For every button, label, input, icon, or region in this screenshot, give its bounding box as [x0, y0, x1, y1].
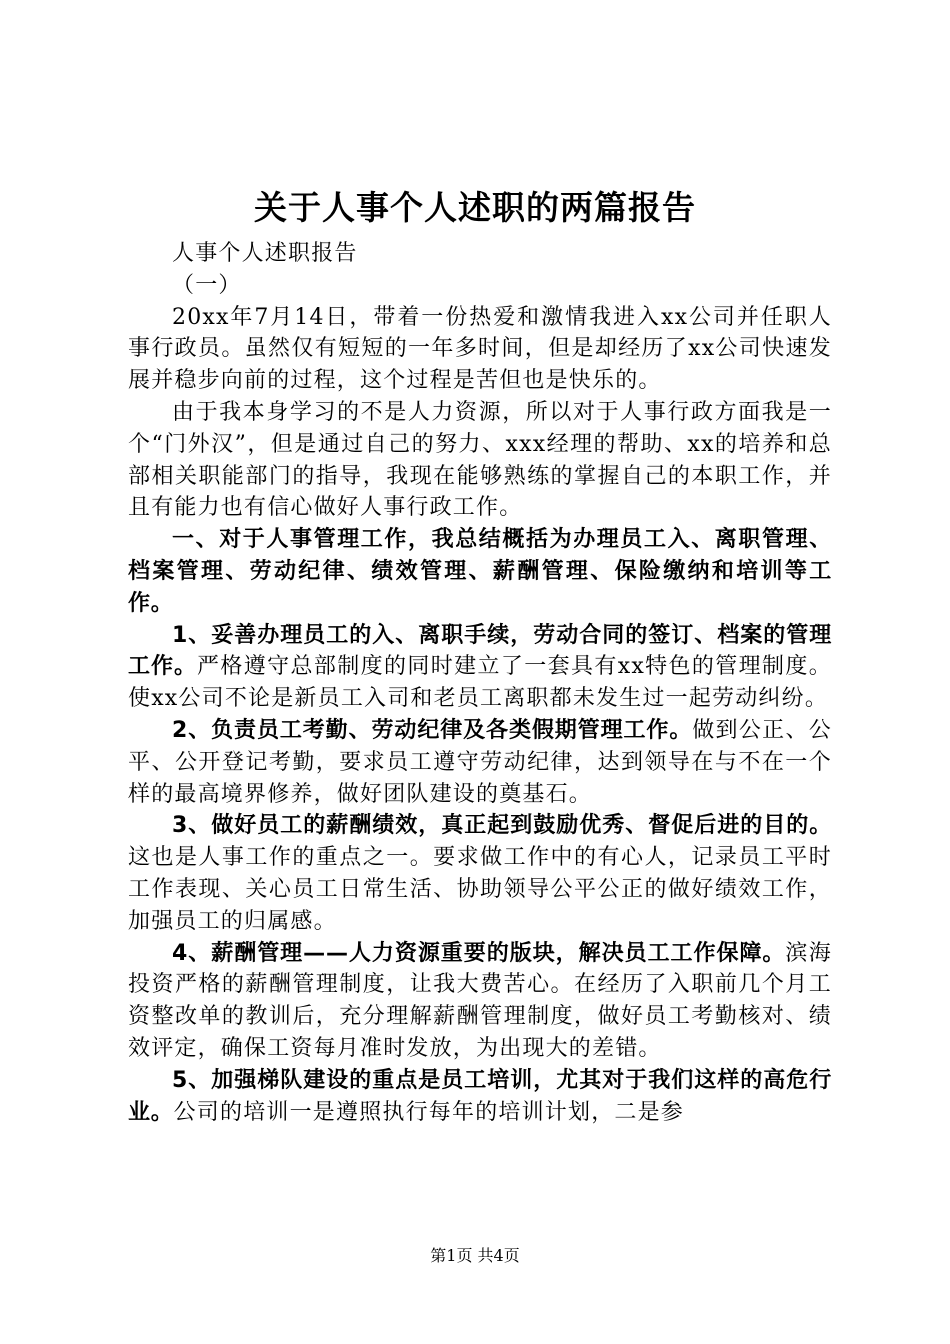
paragraph: 3、做好员工的薪酬绩效，真正起到鼓励优秀、督促后进的目的。这也是人事工作的重点之一。要求做工作中的有心人，记录员工平时工作表现、关心员工日常生活、协助领导公平公正的做好绩效工作，加强员工的归属感。 — [128, 813, 832, 934]
paragraph-heading: 2、负责员工考勤、劳动纪律及各类假期管理工作。 — [172, 717, 693, 743]
paragraph — [128, 524, 832, 619]
paragraph-heading: 4、薪酬管理——人力资源重要的版块，解决员工工作保障。 — [172, 940, 786, 966]
paragraph: 4、薪酬管理——人力资源重要的版块，解决员工工作保障。滨海投资严格的薪酬管理制度，让我大费苦心。在经历了入职前几个月工资整改单的教训后，充分理解薪酬管理制度，做好员工考勤核对、绩效评定，确保工资每月准时发放，为出现大的差错。 — [128, 940, 832, 1061]
document-body — [128, 238, 832, 1128]
paragraph-heading: 一、对于人事管理工作，我总结概括为办理员工入、离职管理、档案管理、劳动纪律、绩效管理、薪酬管理、保险缴纳和培训等工作。 — [128, 527, 832, 616]
paragraph: 20xx年7月14日，带着一份热爱和激情我进入xx公司并任职人事行政员。虽然仅有短短的一年多时间，但是却经历了xx公司快速发展并稳步向前的过程，这个过程是苦但也是快乐的。 — [128, 304, 832, 394]
paragraph: 1、妥善办理员工的入、离职手续，劳动合同的签订、档案的管理工作。严格遵守总部制度的同时建立了一套具有xx特色的管理制度。使xx公司不论是新员工入司和老员工离职都未发生过一起劳动纠纷。 — [128, 622, 832, 712]
paragraph-heading: 3、做好员工的薪酬绩效，真正起到鼓励优秀、督促后进的目的。 — [172, 813, 832, 839]
section-marker: （一） — [172, 272, 242, 298]
page-footer: 第1页 共4页 — [430, 1246, 520, 1265]
paragraph-heading: 1、妥善办理员工的入、离职手续，劳动合同的签订、档案的管理工作。 — [128, 622, 832, 680]
paragraph: 5、加强梯队建设的重点是员工培训，尤其对于我们这样的高危行业。公司的培训一是遵照执行每年的培训计划，二是参 — [128, 1067, 832, 1125]
paragraph: 由于我本身学习的不是人力资源，所以对于人事行政方面我是一个“门外汉”，但是通过自己的努力、xxx经理的帮助、xx的培养和总部相关职能部门的指导，我现在能够熟练的掌握自己的本职工作，并且有能力也有信心做好人事行政工作。 — [128, 399, 832, 521]
paragraph-heading: 5、加强梯队建设的重点是员工培训，尤其对于我们这样的高危行业。 — [128, 1067, 832, 1125]
document-title: 关于人事个人述职的两篇报告 — [254, 188, 696, 227]
paragraph: 2、负责员工考勤、劳动纪律及各类假期管理工作。做到公正、公平、公开登记考勤，要求员工遵守劳动纪律，达到领导在与不在一个样的最高境界修养，做好团队建设的奠基石。 — [128, 717, 833, 807]
report-subtitle: 人事个人述职报告 — [172, 241, 358, 266]
